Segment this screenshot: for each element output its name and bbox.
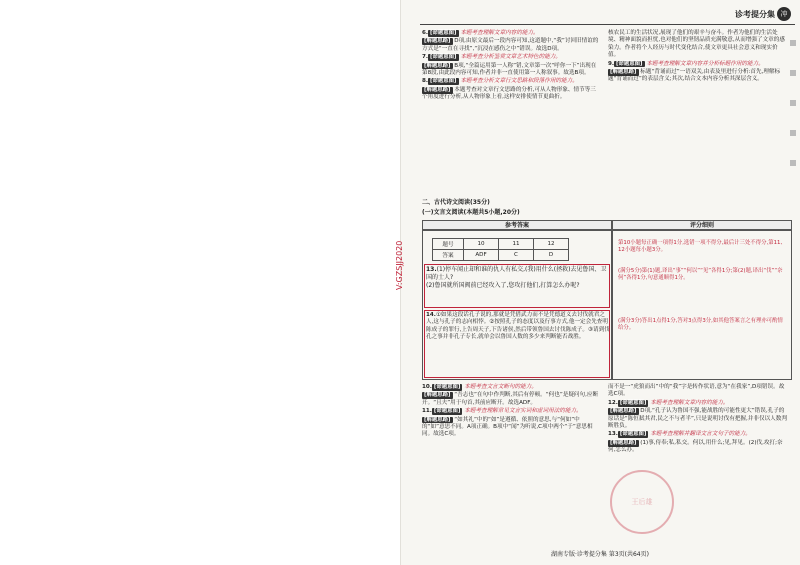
continued-text: 核农民工的生活状况,展现了他们的艰辛与奋斗。作者为他们的生活处境、精神面貌而担忧,也对他们的坚韧品质充满敬意,从而增强了文章的感染力。作者将个人经历与时代变化结合,使文章更具社会意义和现实价值。 bbox=[608, 30, 785, 59]
grid-cell: 题号 bbox=[433, 239, 464, 250]
lower-left-column bbox=[422, 384, 600, 440]
left-column bbox=[422, 30, 600, 103]
vertical-stamp: V:GZSJJ2020 bbox=[395, 240, 404, 290]
q9-analysis: [解题思路] 标题“背诵而过”一语双关,由表及里进行分析:首先,理解标题“背诵而过”的表层含义;其次,结合文本内容分析其深层含义。 bbox=[608, 69, 781, 83]
edge-tick bbox=[790, 130, 796, 136]
grid-cell: 10 bbox=[464, 239, 499, 250]
answer-14: 14.①如果这段话孔子说的,那就是凭借武力而不是凭德道义去讨伐就君之人,这与孔子的志向相悖。②按照孔子的态度以及行事方式,他一定会先查明陈成子的罪行,上告周天子,下告诸侯,然后带领鲁国去讨伐陈成子。③请到伐孔之事并非孔子专长,就单会以鲁国人数的多少来判断能否战胜。 bbox=[426, 312, 610, 341]
grid-cell: 11 bbox=[499, 239, 534, 250]
q10-intent: 10. [命题意图] 本题考查文言文断句的能力。 bbox=[422, 384, 537, 390]
grid-head-row bbox=[433, 239, 569, 250]
answer-grid bbox=[432, 238, 569, 261]
grid-cell: ADF bbox=[464, 250, 499, 261]
q8-analysis: [解题思路] 本题考查对文章行文思路的分析,可从人物形象、情节等三个角度进行分析,从人物形象上看,这样安排使情节更曲折。 bbox=[422, 86, 596, 101]
q11-intent: 11. [命题意图] 本题考查理解常见文言实词和虚词用法的能力。 bbox=[422, 408, 582, 415]
grid-answer-row bbox=[433, 250, 569, 261]
grid-cell: C bbox=[499, 250, 534, 261]
section-title: 二、古代诗文阅读(35分) bbox=[422, 199, 490, 206]
answer-13-highlight bbox=[424, 264, 610, 308]
header-title: 诊考提分集 bbox=[735, 10, 775, 19]
continued-text-2: 而不是一“虎狼而出”中的“我”字是转作状语,意为“在我家”,D项错误。故选C项。 bbox=[608, 384, 785, 398]
edge-tick bbox=[790, 40, 796, 46]
answer-13: 13.(1)停车闻止却和谁的仇人有私交,(我)用什么(拯救)去见鲁国、卫国的士人? (2)鲁国就所国阀前已经攻入了,您攻打他们,打算怎么办呢? bbox=[426, 266, 607, 289]
edge-tick bbox=[790, 100, 796, 106]
rubric-note-1: 第10小题每正确一项得1分,选错一项不得分,最后计三处不得分,第11、12小题每小题3分。 bbox=[618, 240, 786, 253]
page-header bbox=[400, 4, 795, 26]
q7-analysis: [解题思路] B项,“全篇运用第一人称”错,文章第一次“呼你一下”出现在第8段,由此段内容可知,作者并非一直使用第一人称叙事。故选B项。 bbox=[422, 62, 597, 77]
watermark-stamp: 王后雄 bbox=[610, 470, 674, 534]
rubric-note-3: (满分3分)答出1点得1分,答对3点得3分,如其他答案言之有理亦可酌情给分。 bbox=[618, 318, 783, 331]
subsection-title: (一)文言文阅读(本题共5小题,20分) bbox=[422, 209, 520, 216]
q6-analysis: [解题思路] D项,由原文最后一段内容可知,这道题中,“我”讨回旧情谊的方式是“一直在寻找”,“沉浸在感伤之中”错误。故选D项。 bbox=[422, 38, 599, 52]
q7-intent: 7. [命题意图] 本题考查分析鉴赏文章艺术特色的能力。 bbox=[422, 54, 562, 61]
grid-cell: D bbox=[534, 250, 569, 261]
lower-right-column bbox=[608, 384, 788, 456]
rubric-header: 评分细则 bbox=[612, 220, 792, 230]
header-rule bbox=[420, 24, 795, 25]
answer-14-highlight bbox=[424, 310, 610, 378]
header-logo: 冲 bbox=[777, 7, 791, 21]
q13-analysis: [解题思路] (1)事,侍奉;私,私交。何以,用什么;见,拜见。(2)伐,攻打;奈何,怎么办。 bbox=[608, 439, 783, 454]
q10-analysis: [解题思路] “吾志也”在句中作判断,其后有停顿。“何也”是疑问句,应断开。“且夫”用于句首,其前应断开。故选ADF。 bbox=[422, 392, 599, 406]
grid-cell: 12 bbox=[534, 239, 569, 250]
q13-intent: 13. [命题意图] 本题考查理解并翻译文言文句子的能力。 bbox=[608, 431, 751, 438]
q8-intent: 8. [命题意图] 本题考查分析文章行文思路和段落作用的能力。 bbox=[422, 78, 578, 85]
q11-analysis: [解题思路] “如其礼”中的“如”是遵循、依照的意思,与“何如”中的“如”意思不同。A项正确。B项中“闻”为听说,C项中两个“于”意思相同。故选C项。 bbox=[422, 416, 593, 438]
q9-intent: 9. [命题意图] 本题考查理解文章内容并分析标题作用的能力。 bbox=[608, 60, 764, 67]
q12-analysis: [解题思路] D项,“孔子认为鲁国不强,能战胜的可能性更大”错误,孔子的原话是“陈恒弑其君,民之不与者半”,只是说明讨伐有把握,并非仅以人数判断胜负。 bbox=[608, 408, 787, 430]
grid-cell: 答案 bbox=[433, 250, 464, 261]
q12-intent: 12. [命题意图] 本题考查理解文章内容的能力。 bbox=[608, 399, 729, 406]
page-footer: 湖南专版·诊考提分集 第3页(共64页) bbox=[551, 551, 649, 558]
q6-intent: 6. [命题意图] 本题考查理解文章内容的能力。 bbox=[422, 30, 539, 36]
edge-tick bbox=[790, 70, 796, 76]
answer-header: 参考答案 bbox=[422, 220, 612, 230]
edge-tick bbox=[790, 160, 796, 166]
right-column bbox=[608, 30, 788, 85]
rubric-note-2: (满分5分)第(1)题,译出“事”“何以”“见”各得1分;第(2)题,译出“伐”“奈何”各得1分,句意通顺得1分。 bbox=[618, 268, 783, 281]
